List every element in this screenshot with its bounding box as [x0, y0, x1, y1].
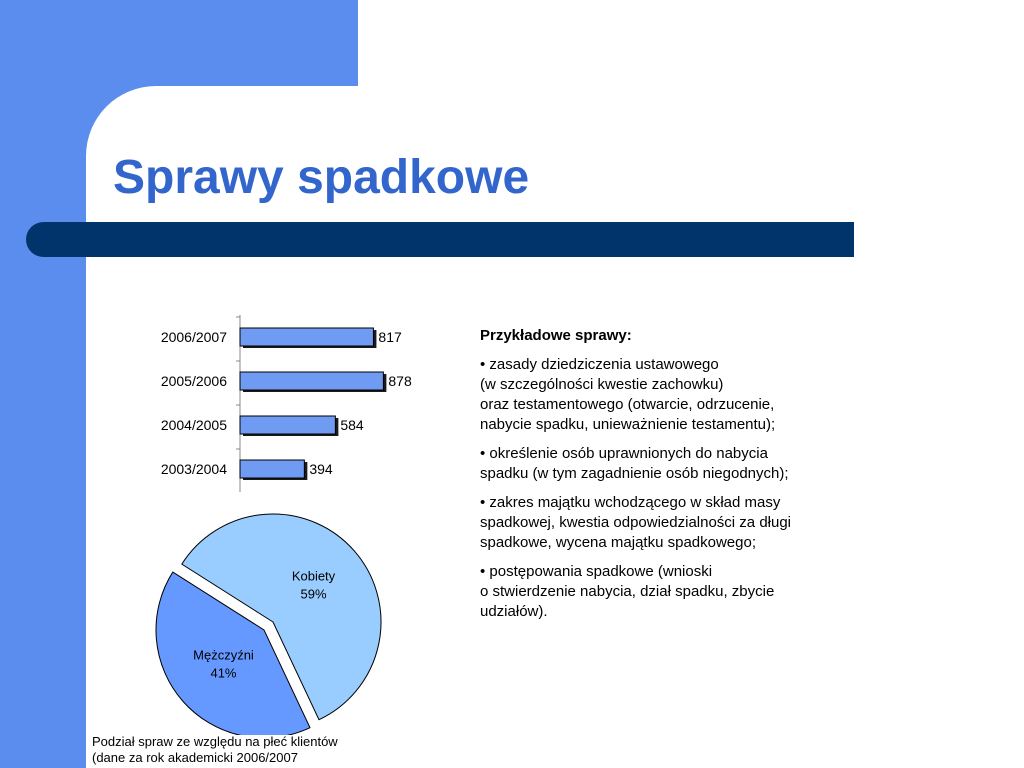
- category-label: 2006/2007: [160, 329, 227, 345]
- list-item-line: • postępowania spadkowe (wnioski: [480, 563, 713, 580]
- list-item: [480, 493, 860, 553]
- list-item-line: nabycie spadku, unieważnienie testamentu);: [480, 416, 776, 433]
- list-item-line: (w szczególności kwestie zachowku): [480, 376, 724, 393]
- caption-line-2: (dane za rok akademicki 2006/2007: [92, 750, 298, 765]
- list-item-line: spadkowej, kwestia odpowiedzialności za długi: [480, 514, 792, 531]
- list-item-line: oraz testamentowego (otwarcie, odrzucenie,: [480, 396, 775, 413]
- list-item-line: spadkowe, wycena majątku spadkowego;: [480, 534, 756, 551]
- list-item: [480, 444, 860, 484]
- list-item-line: • zakres majątku wchodzącego w skład masy: [480, 494, 781, 511]
- data-label: 817: [378, 329, 402, 345]
- gender-pie-chart: [150, 510, 400, 735]
- cases-per-year-bar-chart: [140, 310, 450, 500]
- data-label: 584: [340, 417, 364, 433]
- bar: [240, 416, 335, 434]
- slide-title: Sprawy spadkowe: [113, 151, 530, 204]
- slice-value-label: 41%: [210, 665, 237, 681]
- slice-value-label: 59%: [300, 586, 327, 602]
- slice-label: Mężczyźni: [193, 647, 254, 663]
- category-label: 2004/2005: [160, 417, 227, 433]
- example-cases-list: [480, 326, 860, 631]
- list-item-line: • określenie osób uprawnionych do nabycia: [480, 445, 768, 462]
- list-item-line: udziałów).: [480, 603, 548, 620]
- list-item-line: o stwierdzenie nabycia, dział spadku, zbycie: [480, 583, 775, 600]
- caption-line-1: Podział spraw ze względu na płeć klientów: [92, 734, 338, 749]
- category-label: 2003/2004: [160, 461, 227, 477]
- data-label: 394: [309, 461, 333, 477]
- list-item-line: spadku (w tym zagadnienie osób niegodnych);: [480, 465, 789, 482]
- title-underline-bar: [26, 222, 854, 257]
- slice-label: Kobiety: [291, 568, 336, 584]
- pie-caption: [92, 734, 338, 766]
- list-item: [480, 562, 860, 622]
- list-item-line: • zasady dziedziczenia ustawowego: [480, 356, 719, 373]
- bar: [240, 460, 304, 478]
- category-label: 2005/2006: [160, 373, 227, 389]
- list-item: [480, 355, 860, 435]
- data-label: 878: [388, 373, 412, 389]
- bar: [240, 372, 383, 390]
- example-cases-heading: Przykładowe sprawy:: [480, 327, 632, 344]
- bar: [240, 328, 373, 346]
